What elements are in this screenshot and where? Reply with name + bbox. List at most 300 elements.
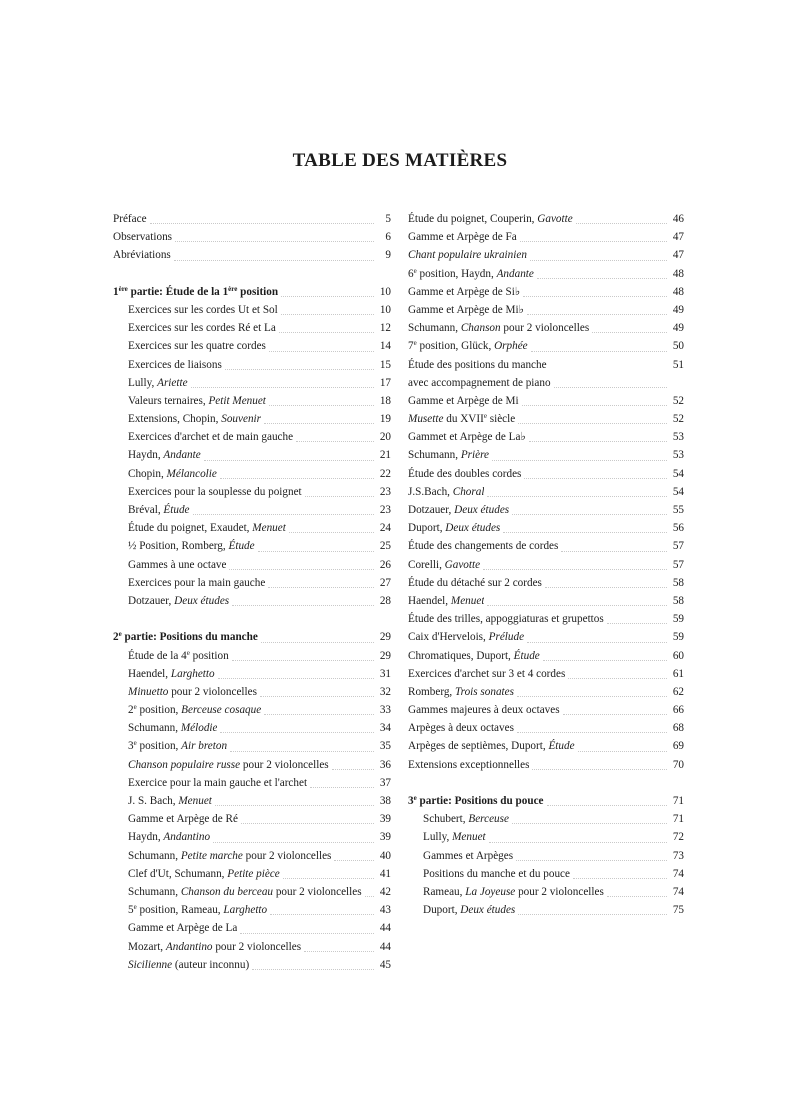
dot-leader [523, 295, 667, 297]
toc-entry-title: Abréviations [113, 249, 171, 262]
toc-entry [408, 537, 684, 555]
toc-page-number: 10 [379, 285, 391, 298]
toc-page-number: 14 [379, 340, 391, 353]
toc-entry-title: Bréval, Étude [128, 504, 190, 516]
toc-entry [408, 574, 684, 592]
toc-entry [408, 301, 684, 319]
toc-entry [113, 683, 391, 701]
toc-entry [113, 737, 391, 755]
dot-leader [193, 513, 374, 515]
dot-leader [264, 422, 374, 424]
toc-page-number: 66 [672, 704, 684, 717]
toc-entry [113, 956, 391, 974]
toc-entry-title: Clef d'Ut, Schumann, Petite pièce [128, 867, 280, 880]
toc-entry-title: Gamme et Arpège de La [128, 922, 238, 935]
toc-entry-title: Haendel, Menuet [408, 594, 485, 607]
dot-leader [241, 822, 374, 824]
toc-entry-title: J.S.Bach, Choral [408, 485, 485, 498]
toc-entry [113, 828, 391, 846]
dot-leader [532, 768, 667, 770]
toc-page-number: 12 [379, 322, 391, 335]
dot-leader [520, 240, 667, 242]
dot-leader [281, 295, 374, 297]
toc-entry-title: Dotzauer, Deux études [128, 594, 230, 607]
toc-entry-title: Corelli, Gavotte [408, 558, 481, 571]
toc-page-number: 35 [379, 740, 391, 753]
toc-entry-title: Chant populaire ukrainien [408, 249, 527, 262]
toc-entry-title: Étude des positions du manche avec accompagnement de piano [408, 358, 551, 389]
toc-page-number: 71 [672, 813, 684, 826]
toc-entry-title: Positions du manche et du pouce [423, 867, 570, 880]
toc-entry [113, 501, 391, 519]
toc-entry [408, 392, 684, 410]
toc-entry-title: Sicilienne (auteur inconnu) [128, 958, 250, 971]
toc-entry-title: Gammes majeures à deux octaves [408, 704, 560, 717]
toc-page-number: 44 [379, 922, 391, 935]
toc-page-number: 57 [672, 540, 684, 553]
dot-leader [334, 859, 374, 861]
toc-page-number: 70 [672, 758, 684, 771]
toc-right-column [408, 210, 684, 919]
toc-page-number: 38 [379, 795, 391, 807]
toc-page-number: 58 [672, 576, 684, 589]
toc-entry [408, 701, 684, 719]
dot-leader [537, 277, 667, 279]
dot-leader [518, 913, 667, 915]
toc-entry [113, 356, 391, 374]
toc-entry-title: Haydn, Andantino [128, 831, 211, 844]
toc-page-number: 48 [672, 285, 684, 298]
dot-leader [492, 459, 667, 461]
toc-page-number: 22 [379, 467, 391, 480]
toc-entry-title: Caix d'Hervelois, Prélude [408, 631, 525, 644]
toc-entry [408, 501, 684, 519]
toc-entry [113, 865, 391, 883]
toc-page-number: 50 [672, 340, 684, 353]
toc-entry [113, 410, 391, 428]
toc-entry-title: Exercices sur les quatre cordes [128, 340, 266, 353]
dot-leader [279, 331, 374, 333]
dot-leader [270, 913, 374, 915]
dot-leader [240, 932, 374, 934]
dot-leader [527, 313, 667, 315]
dot-leader [229, 568, 374, 570]
dot-leader [305, 495, 374, 497]
toc-entry-title: Gamme et Arpège de Si♭ [408, 285, 521, 298]
toc-page-number: 25 [379, 540, 391, 553]
toc-page-number: 23 [379, 485, 391, 498]
toc-entry-title: Minuetto pour 2 violoncelles [128, 685, 257, 698]
toc-entry-title: Étude du poignet, Exaudet, Menuet [128, 522, 286, 535]
toc-page-number: 29 [379, 631, 391, 644]
toc-entry [408, 246, 684, 264]
toc-entry-title: Exercices pour la main gauche [128, 576, 266, 589]
dot-leader [304, 950, 374, 952]
toc-entry [113, 574, 391, 592]
toc-entry-title: Gammet et Arpège de La♭ [408, 431, 526, 444]
dot-leader [547, 804, 667, 806]
toc-page-number: 56 [672, 522, 684, 535]
toc-entry-title: Musette du XVIIe siècle [408, 412, 516, 426]
toc-entry-title: ½ Position, Romberg, Étude [128, 540, 255, 553]
toc-page-number: 48 [672, 267, 684, 280]
toc-entry [408, 283, 684, 301]
dot-leader [289, 531, 374, 533]
toc-page-number: 68 [672, 722, 684, 735]
toc-entry-title: Mozart, Andantino pour 2 violoncelles [128, 940, 302, 953]
dot-leader [230, 750, 374, 752]
toc-entry-title: Schumann, Mélodie [128, 722, 218, 735]
toc-left-column [113, 210, 391, 974]
toc-entry [113, 519, 391, 537]
toc-entry [113, 483, 391, 501]
toc-entry [408, 592, 684, 610]
toc-entry [113, 319, 391, 337]
toc-page-number: 37 [379, 776, 391, 789]
toc-page-number: 15 [379, 358, 391, 371]
toc-entry [408, 356, 684, 392]
dot-leader [296, 440, 374, 442]
toc-entry-title: Exercices sur les cordes Ré et La [128, 322, 276, 335]
dot-leader [522, 404, 667, 406]
toc-page-number: 58 [672, 594, 684, 607]
dot-leader [512, 513, 667, 515]
toc-entry-title: Schubert, Berceuse [423, 813, 509, 826]
dot-leader [204, 459, 374, 461]
dot-leader [527, 641, 667, 643]
toc-entry [113, 392, 391, 410]
toc-entry-title: Extensions exceptionnelles [408, 758, 530, 771]
toc-entry [408, 810, 684, 828]
toc-page-number: 69 [672, 740, 684, 753]
toc-page-number: 59 [672, 631, 684, 644]
toc-entry-title: Haendel, Larghetto [128, 667, 215, 680]
dot-leader [518, 422, 667, 424]
toc-entry-title: Gamme et Arpège de Mi♭ [408, 303, 524, 316]
dot-leader [269, 350, 374, 352]
toc-entry [408, 647, 684, 665]
toc-entry-title: 2e partie: Positions du manche [113, 630, 258, 644]
dot-leader [578, 750, 667, 752]
toc-entry-title: Valeurs ternaires, Petit Menuet [128, 394, 266, 407]
toc-part-heading [113, 628, 391, 646]
toc-entry-title: Chromatiques, Duport, Étude [408, 649, 540, 662]
toc-page-number: 62 [672, 685, 684, 698]
toc-page-number: 17 [379, 376, 391, 389]
toc-entry-title: Étude des doubles cordes [408, 467, 522, 480]
toc-entry [113, 810, 391, 828]
toc-entry [113, 792, 391, 810]
dot-leader [232, 659, 374, 661]
dot-leader [281, 313, 374, 315]
toc-entry-title: 1ère partie: Étude de la 1ère position [113, 284, 279, 298]
dot-leader [489, 841, 667, 843]
toc-entry [113, 337, 391, 355]
dot-leader [487, 604, 667, 606]
dot-leader [218, 677, 374, 679]
toc-entry-title: Gamme et Arpège de Mi [408, 394, 519, 407]
toc-entry [408, 756, 684, 774]
toc-page-number: 19 [379, 413, 391, 426]
toc-entry-title: Schumann, Prière [408, 449, 489, 462]
dot-leader [568, 677, 667, 679]
toc-entry-title: Exercices d'archet sur 3 et 4 cordes [408, 667, 566, 680]
toc-page-number: 24 [379, 522, 391, 535]
toc-entry-title: Arpèges à deux octaves [408, 722, 514, 735]
toc-entry [113, 883, 391, 901]
dot-leader [283, 877, 374, 879]
toc-page-number: 53 [672, 449, 684, 462]
toc-entry [408, 665, 684, 683]
dot-leader [268, 586, 374, 588]
toc-page-number: 52 [672, 413, 684, 426]
toc-page-number: 49 [672, 322, 684, 335]
dot-leader [573, 877, 667, 879]
dot-leader [264, 713, 374, 715]
toc-page-number: 59 [672, 613, 684, 626]
toc-entry-title: Gammes et Arpèges [423, 849, 514, 862]
dot-leader [524, 477, 667, 479]
dot-leader [530, 259, 667, 261]
toc-entry-title: Rameau, La Joyeuse pour 2 violoncelles [423, 885, 604, 898]
toc-entry-title: Haydn, Andante [128, 449, 201, 462]
toc-page-number: 20 [379, 431, 391, 444]
toc-page-number: 49 [672, 303, 684, 316]
toc-entry [408, 628, 684, 646]
toc-page-number: 42 [379, 885, 391, 898]
toc-page-number: 34 [379, 722, 391, 735]
page-title: TABLE DES MATIÈRES [292, 150, 508, 171]
toc-page-number: 39 [379, 813, 391, 826]
toc-page-number: 28 [379, 594, 391, 607]
dot-leader [543, 659, 667, 661]
toc-entry [408, 483, 684, 501]
toc-entry-title: Étude du détaché sur 2 cordes [408, 576, 542, 589]
dot-leader [531, 350, 667, 352]
toc-entry-title: Lully, Ariette [128, 376, 188, 389]
dot-leader [545, 586, 667, 588]
toc-entry [113, 719, 391, 737]
toc-page-number: 47 [672, 231, 684, 244]
toc-page-number: 53 [672, 431, 684, 444]
toc-entry [113, 756, 391, 774]
dot-leader [517, 695, 667, 697]
toc-entry [408, 737, 684, 755]
toc-entry-title: Arpèges de septièmes, Duport, Étude [408, 740, 575, 753]
toc-entry [408, 828, 684, 846]
toc-entry [113, 919, 391, 937]
dot-leader [576, 222, 667, 224]
dot-leader [260, 695, 374, 697]
toc-entry [113, 774, 391, 792]
toc-page-number: 45 [379, 958, 391, 971]
toc-entry-title: Duport, Deux études [408, 522, 501, 535]
dot-leader [529, 440, 667, 442]
toc-entry-title: Lully, Menuet [423, 831, 486, 844]
toc-entry [113, 592, 391, 610]
dot-leader [483, 568, 667, 570]
toc-entry [113, 246, 391, 264]
toc-entry [408, 319, 684, 337]
toc-part-heading [113, 283, 391, 301]
toc-page-number: 73 [672, 849, 684, 862]
dot-leader [332, 768, 374, 770]
toc-page-number: 75 [672, 904, 684, 917]
toc-entry [408, 519, 684, 537]
toc-page-number: 54 [672, 485, 684, 498]
dot-leader [561, 550, 667, 552]
toc-entry [113, 938, 391, 956]
toc-entry [113, 901, 391, 919]
toc-entry [408, 556, 684, 574]
toc-page-number: 29 [379, 649, 391, 662]
toc-entry-title: Préface [113, 213, 147, 225]
toc-entry-title: Duport, Deux études [423, 904, 516, 917]
toc-entry [408, 228, 684, 246]
dot-leader [175, 240, 374, 242]
toc-entry-title: J. S. Bach, Menuet [128, 795, 212, 807]
toc-page-number: 47 [672, 249, 684, 262]
dot-leader [512, 822, 667, 824]
toc-page-number: 52 [672, 394, 684, 407]
toc-page-number: 26 [379, 558, 391, 571]
toc-entry-title: Schumann, Petite marche pour 2 violoncelles [128, 849, 332, 862]
dot-leader [365, 895, 374, 897]
toc-entry-title: Schumann, Chanson du berceau pour 2 violoncelles [128, 885, 362, 898]
dot-leader [220, 731, 374, 733]
toc-page-number: 31 [379, 667, 391, 680]
toc-entry-title: Gamme et Arpège de Fa [408, 231, 517, 244]
toc-page-number: 74 [672, 885, 684, 898]
toc-page-number: 72 [672, 831, 684, 844]
toc-page-number: 51 [672, 358, 684, 371]
toc-entry [408, 719, 684, 737]
toc-entry [408, 410, 684, 428]
toc-page-number: 74 [672, 867, 684, 880]
toc-entry-title: 6e position, Haydn, Andante [408, 266, 534, 280]
toc-entry [113, 701, 391, 719]
dot-leader [269, 404, 374, 406]
toc-entry-title: Exercices sur les cordes Ut et Sol [128, 303, 278, 316]
toc-page-number: 55 [672, 504, 684, 517]
toc-page-number: 71 [672, 795, 684, 808]
toc-entry [113, 537, 391, 555]
toc-entry [113, 665, 391, 683]
toc-page-number: 46 [672, 213, 684, 225]
toc-entry [408, 901, 684, 919]
toc-entry [113, 446, 391, 464]
dot-leader [220, 477, 374, 479]
dot-leader [225, 368, 374, 370]
toc-entry-title: Observations [113, 231, 173, 244]
toc-entry [408, 610, 684, 628]
toc-page-number: 18 [379, 394, 391, 407]
toc-entry-title: 3e partie: Positions du pouce [408, 794, 544, 808]
toc-entry-title: 5e position, Rameau, Larghetto [128, 903, 268, 917]
toc-entry-title: Romberg, Trois sonates [408, 685, 514, 698]
dot-leader [554, 386, 667, 388]
toc-entry [113, 465, 391, 483]
toc-entry-title: Étude de la 4e position [128, 648, 229, 662]
toc-page-number: 57 [672, 558, 684, 571]
toc-entry-title: Exercices d'archet et de main gauche [128, 431, 294, 444]
dot-leader [517, 731, 667, 733]
dot-leader [213, 841, 374, 843]
toc-page-number: 10 [379, 303, 391, 316]
toc-entry [113, 556, 391, 574]
toc-entry [113, 374, 391, 392]
dot-leader [607, 895, 667, 897]
toc-entry [408, 847, 684, 865]
toc-entry [113, 847, 391, 865]
toc-page-number: 21 [379, 449, 391, 462]
dot-leader [252, 968, 374, 970]
toc-page-number: 5 [385, 213, 391, 225]
toc-entry-title: Gamme et Arpège de Ré [128, 813, 238, 826]
toc-entry [408, 865, 684, 883]
toc-entry-title: Dotzauer, Deux études [408, 504, 510, 517]
toc-page-number: 41 [379, 867, 391, 880]
toc-entry [408, 465, 684, 483]
toc-page-number: 40 [379, 849, 391, 862]
dot-leader [516, 859, 667, 861]
dot-leader [503, 531, 667, 533]
toc-page-number: 54 [672, 467, 684, 480]
dot-leader [487, 495, 667, 497]
toc-page-number: 61 [672, 667, 684, 680]
toc-page-number: 9 [385, 249, 391, 262]
toc-entry-title: Extensions, Chopin, Souvenir [128, 413, 262, 426]
toc-entry-title: Chanson populaire russe pour 2 violoncelles [128, 758, 329, 771]
toc-entry [113, 301, 391, 319]
toc-entry [408, 428, 684, 446]
dot-leader [232, 604, 374, 606]
toc-page-number: 44 [379, 940, 391, 953]
toc-entry-title: Exercices de liaisons [128, 358, 222, 371]
toc-page-number: 27 [379, 576, 391, 589]
toc-page-number: 32 [379, 685, 391, 698]
dot-leader [607, 622, 667, 624]
dot-leader [592, 331, 667, 333]
dot-leader [258, 550, 374, 552]
toc-part-heading [408, 792, 684, 810]
toc-page-number: 36 [379, 758, 391, 771]
toc-page-number: 6 [385, 231, 391, 244]
toc-entry-title: 2e position, Berceuse cosaque [128, 703, 262, 717]
toc-entry-title: Schumann, Chanson pour 2 violoncelles [408, 322, 590, 335]
toc-entry-title: 3e position, Air breton [128, 739, 228, 753]
dot-leader [191, 386, 374, 388]
toc-entry-title: Exercices pour la souplesse du poignet [128, 485, 302, 498]
toc-entry [113, 647, 391, 665]
toc-entry [113, 428, 391, 446]
toc-entry [113, 228, 391, 246]
toc-entry-title: Gammes à une octave [128, 558, 227, 571]
toc-entry [113, 210, 391, 228]
toc-entry-title: Chopin, Mélancolie [128, 467, 217, 480]
toc-entry [408, 210, 684, 228]
dot-leader [563, 713, 667, 715]
toc-entry [408, 265, 684, 283]
toc-entry-title: Étude des trilles, appoggiaturas et grupettos [408, 613, 604, 626]
toc-entry-title: Étude des changements de cordes [408, 540, 559, 553]
toc-page-number: 23 [379, 504, 391, 516]
toc-entry [408, 683, 684, 701]
toc-page-number: 60 [672, 649, 684, 662]
dot-leader [261, 641, 374, 643]
dot-leader [215, 804, 374, 806]
toc-page-number: 33 [379, 704, 391, 717]
